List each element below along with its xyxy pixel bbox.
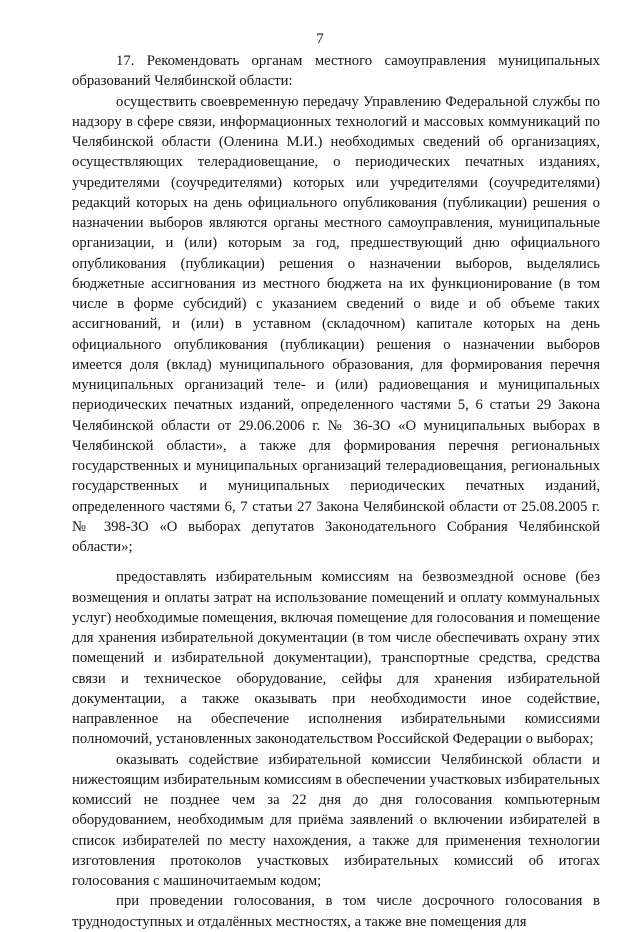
paragraph-information-transfer: осуществить своевременную передачу Управлению Федеральной службы по надзору в сфере связи, информационных технологий и массовых коммуникаций по Челябинской области (Оленина М.И.) необходимых сведений об организациях, осуществляющих телерадиовещание, о периодических печатных изданиях, учредителями (соучредителями) которых или учредителями (соучредителями) редакций которых на день официального опубликования (публикации) решения о назначении выборов являются органы местного самоуправления, муниципальные организации, и (или) которым за год, предшествующий дню официального опубликования (публикации) решения о назначении выборов, выделялись бюджетные ассигнования из местного бюджета на их функционирование (в том числе в форме субсидий) с указанием сведений о виде и об объеме таких ассигнований, и (или) в уставном (складочном) капитале которых на день официального опубликования (публикации) решения о назначении выборов имеется доля (вклад) муниципального образования, для формирования перечня муниципальных организаций теле- и (или) радиовещания и муниципальных периодических печатных изданий, определенного частями 5, 6 статьи 29 Закона Челябинской области от 29.06.2006 г. № 36-ЗО «О муниципальных выборах в Челябинской области», а также для формирования перечня региональных государственных и муниципальных организаций телерадиовещания, региональных государственных и муниципальных периодических печатных изданий, определенного частями 6, 7 статьи 27 Закона Челябинской области от 25.08.2005 г. № 398-ЗО «О выборах депутатов Законодательного Собрания Челябинской области»; (72, 93, 600, 555)
paragraph-item-17: 17. Рекомендовать органам местного самоуправления муниципальных образований Челябинской области: (72, 53, 600, 90)
paragraph-computer-equipment: оказывать содействие избирательной комиссии Челябинской области и нижестоящим избирательным комиссиям в обеспечении участковых избирательных комиссий не позднее чем за 22 дня до дня голосования компьютерным оборудованием, необходимым для приёма заявлений о включении избирателей в список избирателей по месту нахождения, а также для применения технологии изготовления протоколов участковых избирательных комиссий об итогах голосования с машиночитаемым кодом; (72, 751, 600, 889)
paragraph-premises-provision: предоставлять избирательным комиссиям на безвозмездной основе (без возмещения и оплаты затрат на использование помещений и оплату коммунальных услуг) необходимые помещения, включая помещение для голосования и помещение для хранения избирательной документации (в том числе обеспечивать охрану этих помещений и избирательной документации), транспортные средства, средства связи и техническое оборудование, сейфы для хранения избирательной документации, а также оказывать при необходимости иное содействие, направленное на обеспечение исполнения избирательными комиссиями полномочий, установленных законодательством Российской Федерации о выборах; (72, 569, 600, 748)
paragraph-voting-conduct: при проведении голосования, в том числе досрочного голосования в труднодоступных и отдалённых местностях, а также вне помещения для (72, 893, 600, 930)
page-number: 7 (316, 31, 324, 47)
document-body (72, 51, 600, 932)
